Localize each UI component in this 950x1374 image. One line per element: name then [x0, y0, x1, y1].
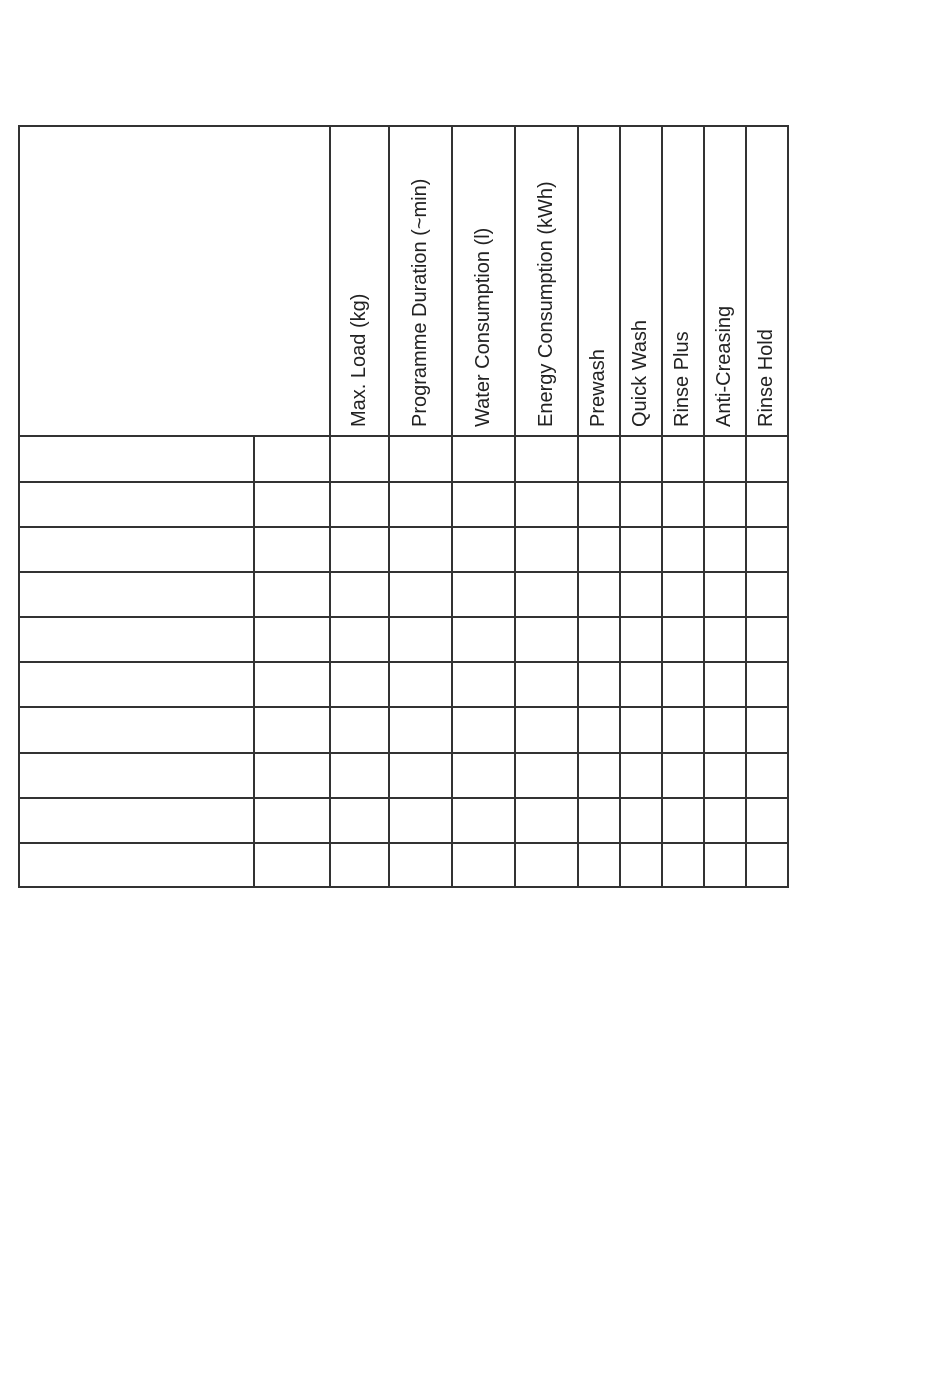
table-cell [705, 754, 745, 797]
table-cell [390, 799, 451, 842]
table-cell [20, 437, 253, 481]
table-cell [453, 663, 514, 706]
table-cell [390, 618, 451, 661]
table-cell [331, 754, 388, 797]
table-cell [453, 483, 514, 526]
table-cell [705, 663, 745, 706]
table-cell [516, 708, 577, 752]
table-cell [663, 528, 703, 571]
column-header: Max. Load (kg) [347, 293, 370, 427]
column-header: Rinse Plus [671, 331, 693, 427]
table-cell [663, 618, 703, 661]
table-cell [331, 483, 388, 526]
table-cell [579, 528, 619, 571]
column-header: Rinse Hold [755, 329, 777, 427]
table-cell [20, 844, 253, 886]
table-cell [747, 844, 787, 886]
programme-table [18, 125, 789, 888]
table-cell [516, 799, 577, 842]
table-cell [663, 754, 703, 797]
table-cell [331, 528, 388, 571]
table-cell [255, 437, 329, 481]
table-cell [20, 483, 253, 526]
table-cell [663, 844, 703, 886]
table-cell [331, 708, 388, 752]
table-cell [621, 708, 661, 752]
table-cell [516, 573, 577, 616]
table-cell [621, 754, 661, 797]
column-header: Energy Consumption (kWh) [534, 181, 557, 427]
table-cell [453, 528, 514, 571]
table-cell [453, 754, 514, 797]
table-cell [747, 618, 787, 661]
table-cell [255, 528, 329, 571]
table-cell [579, 663, 619, 706]
table-cell [255, 483, 329, 526]
table-cell [390, 754, 451, 797]
table-cell [747, 799, 787, 842]
table-cell [516, 483, 577, 526]
table-cell [255, 799, 329, 842]
table-cell [20, 663, 253, 706]
table-cell [621, 483, 661, 526]
column-header: Prewash [587, 349, 609, 427]
table-cell [579, 573, 619, 616]
table-hline [18, 125, 789, 127]
table-cell [516, 754, 577, 797]
table-cell [579, 799, 619, 842]
table-cell [705, 528, 745, 571]
table-cell [453, 618, 514, 661]
table-cell [705, 708, 745, 752]
table-cell [579, 618, 619, 661]
table-cell [663, 437, 703, 481]
table-cell [621, 799, 661, 842]
table-cell [453, 573, 514, 616]
table-cell [390, 483, 451, 526]
table-cell [390, 437, 451, 481]
table-cell [705, 573, 745, 616]
table-cell [255, 618, 329, 661]
table-cell [453, 799, 514, 842]
table-cell [331, 663, 388, 706]
table-cell [747, 528, 787, 571]
table-cell [705, 799, 745, 842]
table-cell [255, 844, 329, 886]
table-cell [516, 618, 577, 661]
table-cell [747, 483, 787, 526]
table-cell [516, 663, 577, 706]
table-cell [705, 483, 745, 526]
table-cell [747, 437, 787, 481]
table-cell [255, 708, 329, 752]
column-header: Anti-Creasing [713, 305, 735, 427]
table-cell [453, 844, 514, 886]
table-hline [18, 886, 789, 888]
table-cell [390, 663, 451, 706]
table-cell [663, 663, 703, 706]
table-cell [20, 618, 253, 661]
table-cell [579, 483, 619, 526]
table-cell [390, 573, 451, 616]
table-cell [579, 437, 619, 481]
table-cell [331, 573, 388, 616]
table-cell [621, 437, 661, 481]
table-cell [747, 663, 787, 706]
table-cell [663, 799, 703, 842]
table-cell [390, 528, 451, 571]
table-cell [621, 663, 661, 706]
table-cell [663, 573, 703, 616]
table-cell [516, 844, 577, 886]
table-cell [621, 573, 661, 616]
column-header: Water Consumption (l) [471, 227, 494, 427]
table-cell [390, 844, 451, 886]
table-cell [331, 618, 388, 661]
table-cell [255, 754, 329, 797]
column-header: Quick Wash [629, 319, 651, 427]
table-cell [20, 573, 253, 616]
table-cell [20, 799, 253, 842]
table-cell [516, 437, 577, 481]
table-cell [579, 708, 619, 752]
table-cell [663, 483, 703, 526]
table-cell [453, 708, 514, 752]
table-cell [255, 663, 329, 706]
table-cell [621, 618, 661, 661]
table-cell [453, 437, 514, 481]
table-cell [579, 844, 619, 886]
table-cell [331, 437, 388, 481]
table-cell [747, 573, 787, 616]
table-cell [747, 708, 787, 752]
table-cell [516, 528, 577, 571]
table-cell [705, 437, 745, 481]
table-cell [705, 844, 745, 886]
table-vline [787, 125, 789, 888]
table-cell [331, 844, 388, 886]
table-cell [255, 573, 329, 616]
table-cell [621, 528, 661, 571]
table-cell [331, 799, 388, 842]
table-cell [747, 754, 787, 797]
table-cell [20, 528, 253, 571]
table-cell [20, 754, 253, 797]
table-cell [621, 844, 661, 886]
table-cell [390, 708, 451, 752]
table-cell [579, 754, 619, 797]
table-cell [705, 618, 745, 661]
table-cell [20, 708, 253, 752]
table-cell [663, 708, 703, 752]
column-header: Programme Duration (~min) [408, 178, 431, 427]
